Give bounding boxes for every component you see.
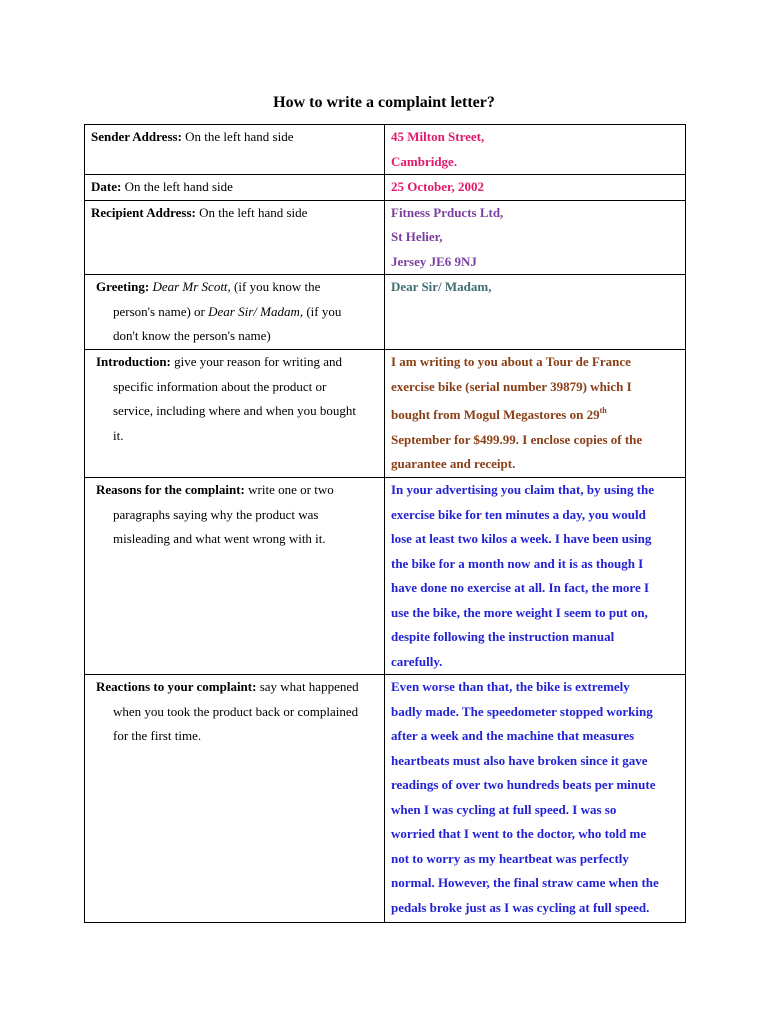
greeting-label: Greeting: — [96, 279, 150, 294]
introduction-example-cell — [385, 350, 686, 478]
sender-desc: On the left hand side — [181, 129, 294, 144]
reasons-line: despite following the instruction manual — [391, 629, 615, 644]
greeting-guide-cell — [85, 275, 385, 350]
recipient-guide-cell — [85, 200, 385, 275]
table-row-greeting — [85, 275, 686, 350]
table-row-sender — [85, 125, 686, 175]
table-row-date — [85, 175, 686, 201]
greeting-example-cell — [385, 275, 686, 350]
sender-label: Sender Address: — [91, 129, 182, 144]
reasons-line: carefully. — [391, 653, 443, 669]
recipient-line: Fitness Prducts Ltd, — [391, 204, 504, 220]
reactions-line: heartbeats must also have broken since it gave — [391, 752, 648, 768]
reactions-guide-cell — [85, 675, 385, 923]
introduction-line: guarantee and receipt. — [391, 456, 516, 471]
reasons-line: lose at least two kilos a week. I have been using — [391, 531, 652, 546]
date-guide-cell — [85, 175, 385, 201]
reactions-line: when I was cycling at full speed. I was so — [391, 801, 617, 817]
page-title: How to write a complaint letter? — [273, 94, 495, 111]
reactions-line: Even worse than that, the bike is extremely — [391, 679, 630, 694]
table-row-reasons — [85, 478, 686, 675]
reasons-desc: misleading and what went wrong with it. — [113, 531, 326, 546]
sender-line: Cambridge. — [391, 153, 458, 169]
recipient-desc: On the left hand side — [195, 204, 308, 220]
reactions-desc: for the first time. — [113, 728, 202, 743]
sender-line: 45 Milton Street, — [391, 129, 485, 144]
introduction-line: September for $499.99. I enclose copies of the — [391, 431, 643, 447]
table-row-recipient — [85, 200, 686, 275]
greeting-line: Dear Sir/ Madam, — [391, 279, 492, 294]
date-label: Date: — [91, 179, 122, 194]
introduction-line: bought from Mogul Megastores on 29 — [391, 407, 600, 422]
reactions-desc: say what happened — [256, 679, 359, 694]
introduction-label: Introduction: — [96, 354, 171, 369]
table-row-introduction — [85, 350, 686, 478]
reasons-desc: write one or two — [244, 482, 334, 497]
reactions-line: normal. However, the final straw came when the — [391, 875, 659, 890]
sender-example-cell — [385, 125, 686, 175]
reactions-label: Reactions to your complaint: — [96, 679, 257, 694]
reactions-desc: when you took the product back or complained — [113, 703, 359, 719]
reactions-line: pedals broke just as I was cycling at full speed. — [391, 899, 650, 915]
reactions-line: readings of over two hundreds beats per minute — [391, 777, 656, 792]
date-line: 25 October, 2002 — [391, 179, 485, 194]
recipient-label: Recipient Address: — [91, 204, 196, 220]
ordinal-suffix: th — [599, 406, 607, 415]
date-example-cell — [385, 175, 686, 201]
reasons-example-cell — [385, 478, 686, 675]
greeting-desc: (if you know the — [230, 279, 321, 294]
reactions-example-cell — [385, 675, 686, 923]
greeting-desc: person's name) or — [113, 303, 209, 319]
reactions-line: not to worry as my heartbeat was perfectly — [391, 850, 629, 866]
reactions-line: badly made. The speedometer stopped working — [391, 703, 653, 719]
date-desc: On the left hand side — [121, 179, 233, 194]
recipient-example-cell — [385, 200, 686, 275]
greeting-desc: don't know the person's name) — [113, 328, 271, 343]
introduction-desc: specific information about the product or — [113, 378, 327, 394]
table-row-reactions — [85, 675, 686, 923]
introduction-guide-cell — [85, 350, 385, 478]
introduction-desc: service, including where and when you bought — [113, 403, 356, 418]
reasons-line: exercise bike for ten minutes a day, you would — [391, 506, 646, 522]
greeting-example-unknown: Dear Sir/ Madam, — [208, 303, 304, 319]
reactions-line: after a week and the machine that measures — [391, 728, 635, 743]
introduction-desc: give your reason for writing and — [170, 354, 343, 369]
reasons-guide-cell — [85, 478, 385, 675]
recipient-line: Jersey JE6 9NJ — [391, 253, 477, 269]
reasons-label: Reasons for the complaint: — [96, 482, 245, 497]
reasons-desc: paragraphs saying why the product was — [113, 506, 319, 522]
reasons-line: have done no exercise at all. In fact, the more I — [391, 580, 650, 595]
reasons-line: the bike for a month now and it is as though I — [391, 555, 644, 571]
reasons-line: use the bike, the more weight I seem to put on, — [391, 604, 648, 620]
introduction-desc: it. — [113, 427, 124, 443]
greeting-desc: (if you — [303, 303, 342, 319]
sender-guide-cell — [85, 125, 385, 175]
reactions-line: worried that I went to the doctor, who told me — [391, 826, 647, 841]
complaint-letter-table — [84, 124, 686, 923]
greeting-example-known: Dear Mr Scott, — [149, 279, 231, 294]
reasons-line: In your advertising you claim that, by using the — [391, 482, 655, 497]
introduction-line: I am writing to you about a Tour de France — [391, 354, 631, 369]
recipient-line: St Helier, — [391, 229, 443, 244]
introduction-line: exercise bike (serial number 39879) which I — [391, 378, 632, 394]
